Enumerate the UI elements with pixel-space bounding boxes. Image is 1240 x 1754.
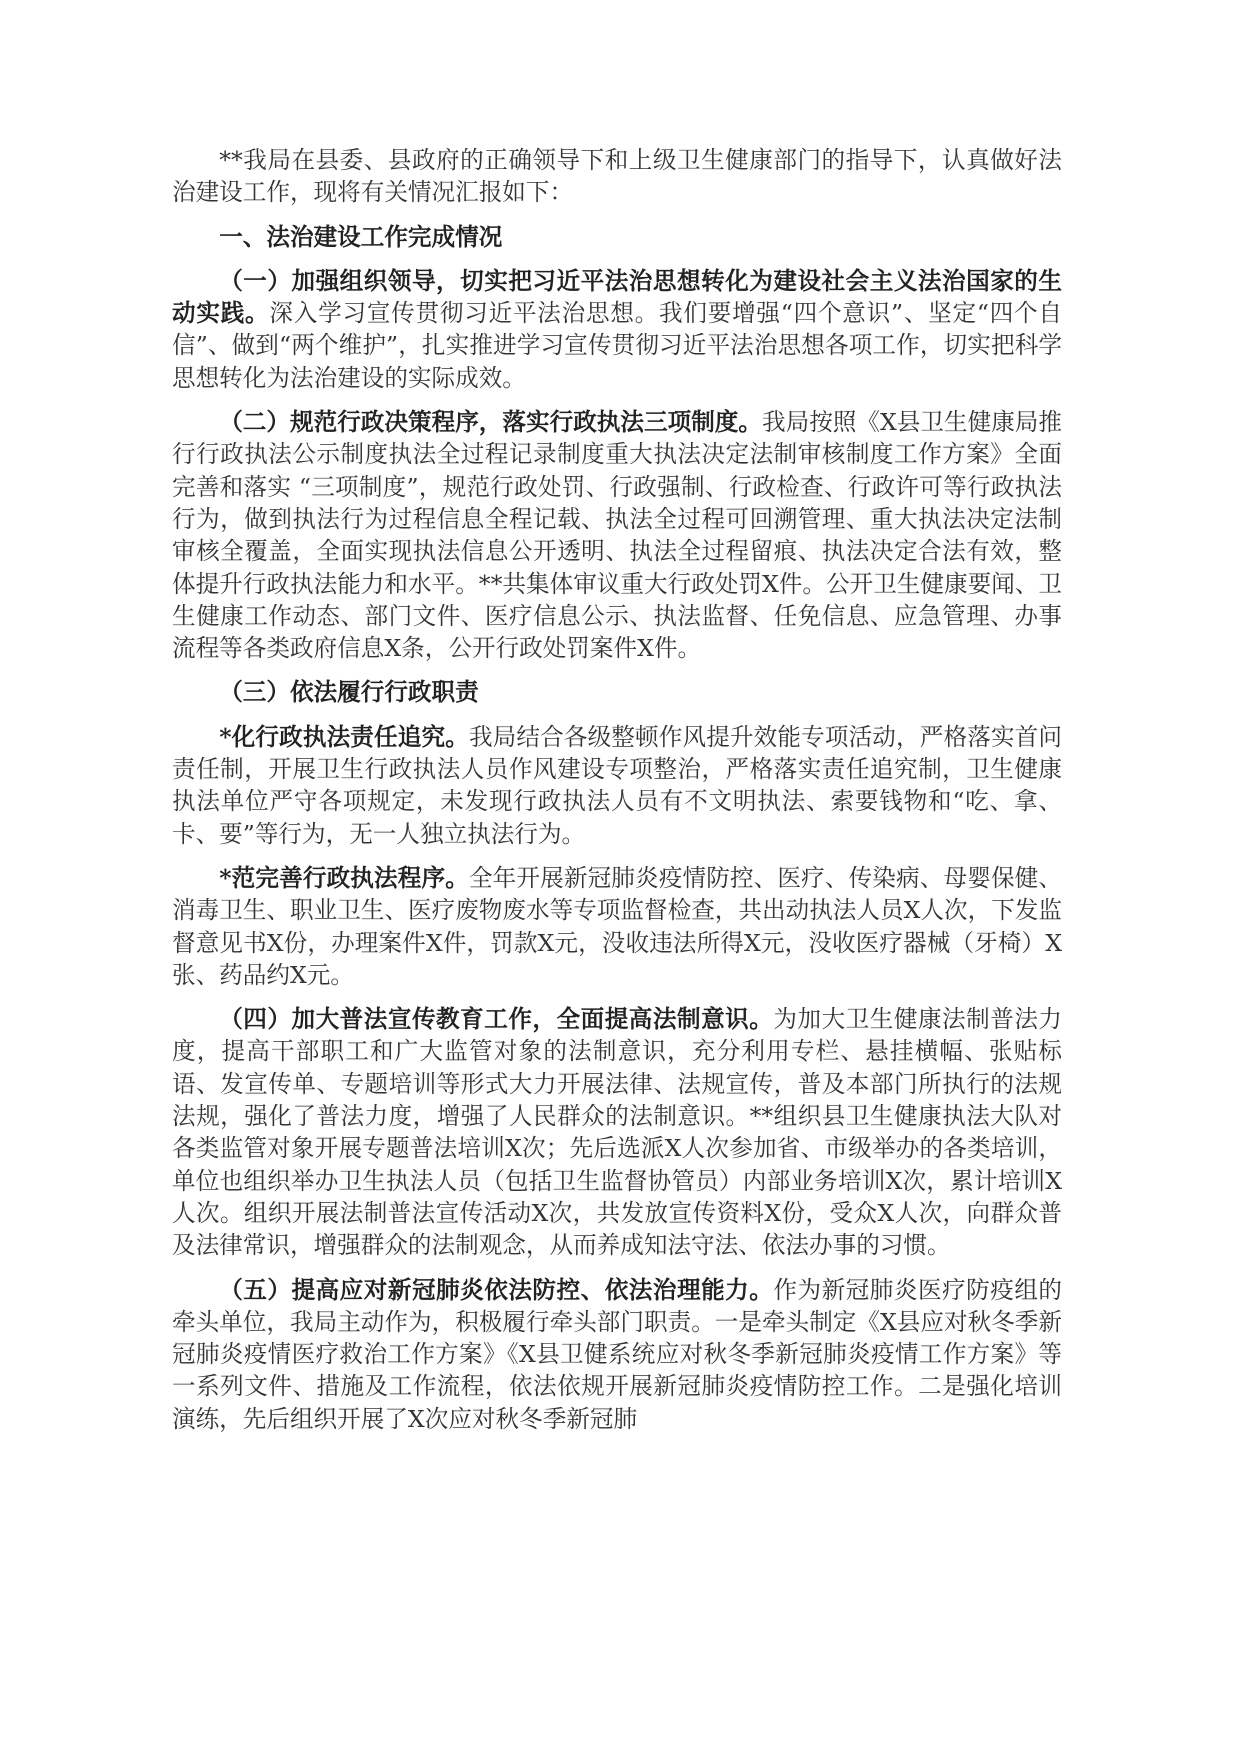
paragraph-text: 全年开展新冠肺炎疫情防控、医疗、传染病、母婴保健、消毒卫生、职业卫生、医疗废物废水等专项监督检查，共出动执法人员X人次，下发监督意见书X份，办理案件X件，罚款X元，没收违法所得X元，没收医疗器械（牙椅）X张、药品约X元。 <box>172 863 1062 989</box>
subsection-heading-3: （三）依法履行行政职责 <box>219 678 479 707</box>
paragraph-text: 深入学习宣传贯彻习近平法治思想。我们要增强“四个意识”、坚定“四个自信”、做到“两个维护”，扎实推进学习宣传贯彻习近平法治思想各项工作，切实把科学思想转化为法治建设的实际成效。 <box>172 299 1062 392</box>
paragraph-lead: （五）提高应对新冠肺炎依法防控、依法治理能力。 <box>219 1275 774 1304</box>
paragraph-lead: （一）加强组织领导，切实把习近平法治思想转化为建设社会主义法治国家的生动实践。 <box>172 266 1062 328</box>
section-heading-1: 一、法治建设工作完成情况 <box>219 222 503 251</box>
paragraph-text: 作为新冠肺炎医疗防疫组的牵头单位，我局主动作为，积极履行牵头部门职责。一是牵头制定《X县应对秋冬季新冠肺炎疫情医疗救治工作方案》《X县卫健系统应对秋冬季新冠肺炎疫情工作方案》等一系列文件、措施及工作流程，依法依规开展新冠肺炎疫情防控工作。二是强化培训演练，先后组织开展了X次应对秋冬季新冠肺 <box>172 1275 1063 1433</box>
paragraph-lead: *化行政执法责任追究。 <box>219 722 469 751</box>
paragraph-text: 我局结合各级整顿作风提升效能专项活动，严格落实首问责任制，开展卫生行政执法人员作风建设专项整治，严格落实责任追究制，卫生健康执法单位严守各项规定，未发现行政执法人员有不文明执法、索要钱物和“吃、拿、卡、要”等行为，无一人独立执法行为。 <box>172 722 1062 848</box>
paragraph-lead: （二）规范行政决策程序，落实行政执法三项制度。 <box>219 408 762 437</box>
paragraph-lead: （四）加大普法宣传教育工作，全面提高法制意识。 <box>219 1005 774 1034</box>
paragraph-5 <box>172 1274 1062 1435</box>
paragraph-text: **我局在县委、县政府的正确领导下和上级卫生健康部门的指导下，认真做好法治建设工作，现将有关情况汇报如下： <box>172 146 1062 207</box>
paragraph-3a <box>172 721 1062 850</box>
paragraph-1 <box>172 265 1062 394</box>
paragraph-lead: *范完善行政执法程序。 <box>219 863 469 892</box>
paragraph-4 <box>172 1003 1062 1261</box>
paragraph-text: 为加大卫生健康法制普法力度，提高干部职工和广大监管对象的法制意识，充分利用专栏、悬挂横幅、张贴标语、发宣传单、专题培训等形式大力开展法律、法规宣传，普及本部门所执行的法规法规，强化了普法力度，增强了人民群众的法制意识。**组织县卫生健康执法大队对各类监管对象开展专题普法培训X次；先后选派X人次参加省、市级举办的各类培训，单位也组织举办卫生执法人员（包括卫生监督协管员）内部业务培训X次，累计培训X人次。组织开展法制普法宣传活动X次，共发放宣传资料X份，受众X人次，向群众普及法律常识，增强群众的法制观念，从而养成知法守法、依法办事的习惯。 <box>172 1005 1063 1260</box>
intro-paragraph <box>172 144 1062 209</box>
document-page <box>172 144 1062 1447</box>
paragraph-text: 我局按照《X县卫生健康局推行行政执法公示制度执法全过程记录制度重大执法决定法制审核制度工作方案》全面完善和落实 “三项制度”，规范行政处罚、行政强制、行政检查、行政许可等行政执法行为，做到执法行为过程信息全程记载、执法全过程可回溯管理、重大执法决定法制审核全覆盖，全面实现执法信息公开透明、执法全过程留痕、执法决定合法有效，整体提升行政执法能力和水平。**共集体审议重大行政处罚X件。公开卫生健康要闻、卫生健康工作动态、部门文件、医疗信息公示、执法监督、任免信息、应急管理、办事流程等各类政府信息X条，公开行政处罚案件X件。 <box>172 408 1063 663</box>
paragraph-2 <box>172 406 1062 664</box>
paragraph-3b <box>172 862 1062 991</box>
